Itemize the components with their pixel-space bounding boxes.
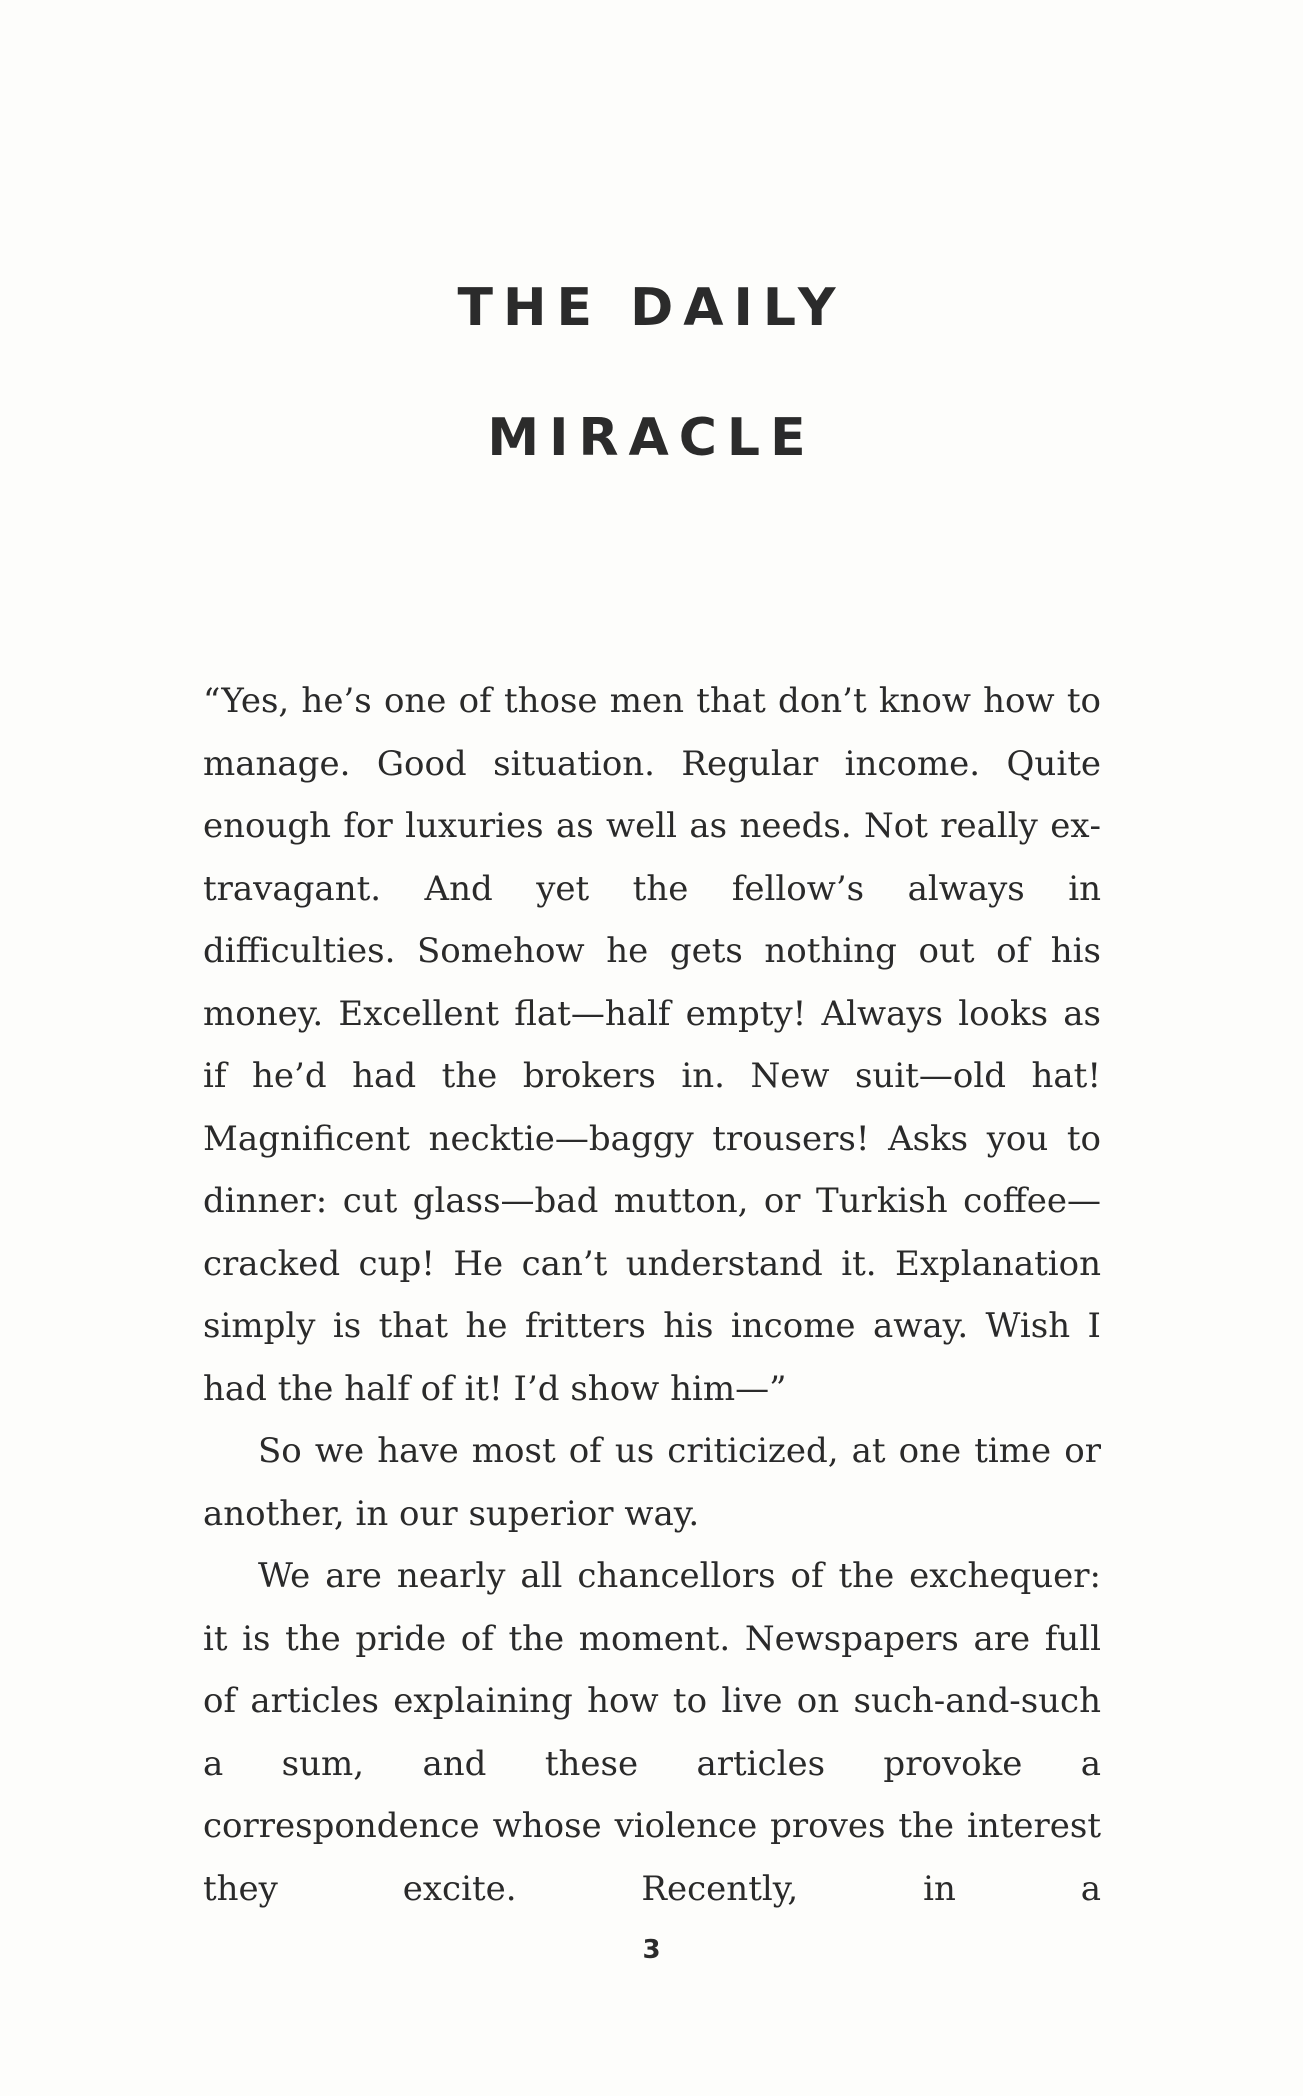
paragraph-2: So we have most of us criticized, at one time or another, in our superior way. — [203, 1431, 1101, 1534]
body-text — [203, 670, 1101, 1920]
chapter-title-line-2: MIRACLE — [487, 408, 816, 468]
chapter-title-line-1: THE DAILY — [457, 278, 846, 338]
page-number: 3 — [642, 1935, 661, 1965]
paragraph-3: We are nearly all chancellors of the exchequer: it is the pride of the moment. Newspapers are full of articles explaining how to live on such-and-such a sum, and these articles provoke a correspondence whose violence proves the interest they excite. Recently, in a — [203, 1556, 1101, 1909]
paragraph-1: “Yes, he’s one of those men that don’t know how to manage. Good situation. Regular income. Quite enough for luxuries as well as needs. Not really extravagant. And yet the fellow’s always in difficulties. Somehow he gets nothing out of his money. Excellent flat—half empty! Always looks as if he’d had the brokers in. New suit—old hat! Magnificent necktie—baggy trousers! Asks you to dinner: cut glass—bad mutton, or Turkish coffee—cracked cup! He can’t understand it. Explanation simply is that he fritters his income away. Wish I had the half of it! I’d show him—” — [203, 681, 1101, 1409]
